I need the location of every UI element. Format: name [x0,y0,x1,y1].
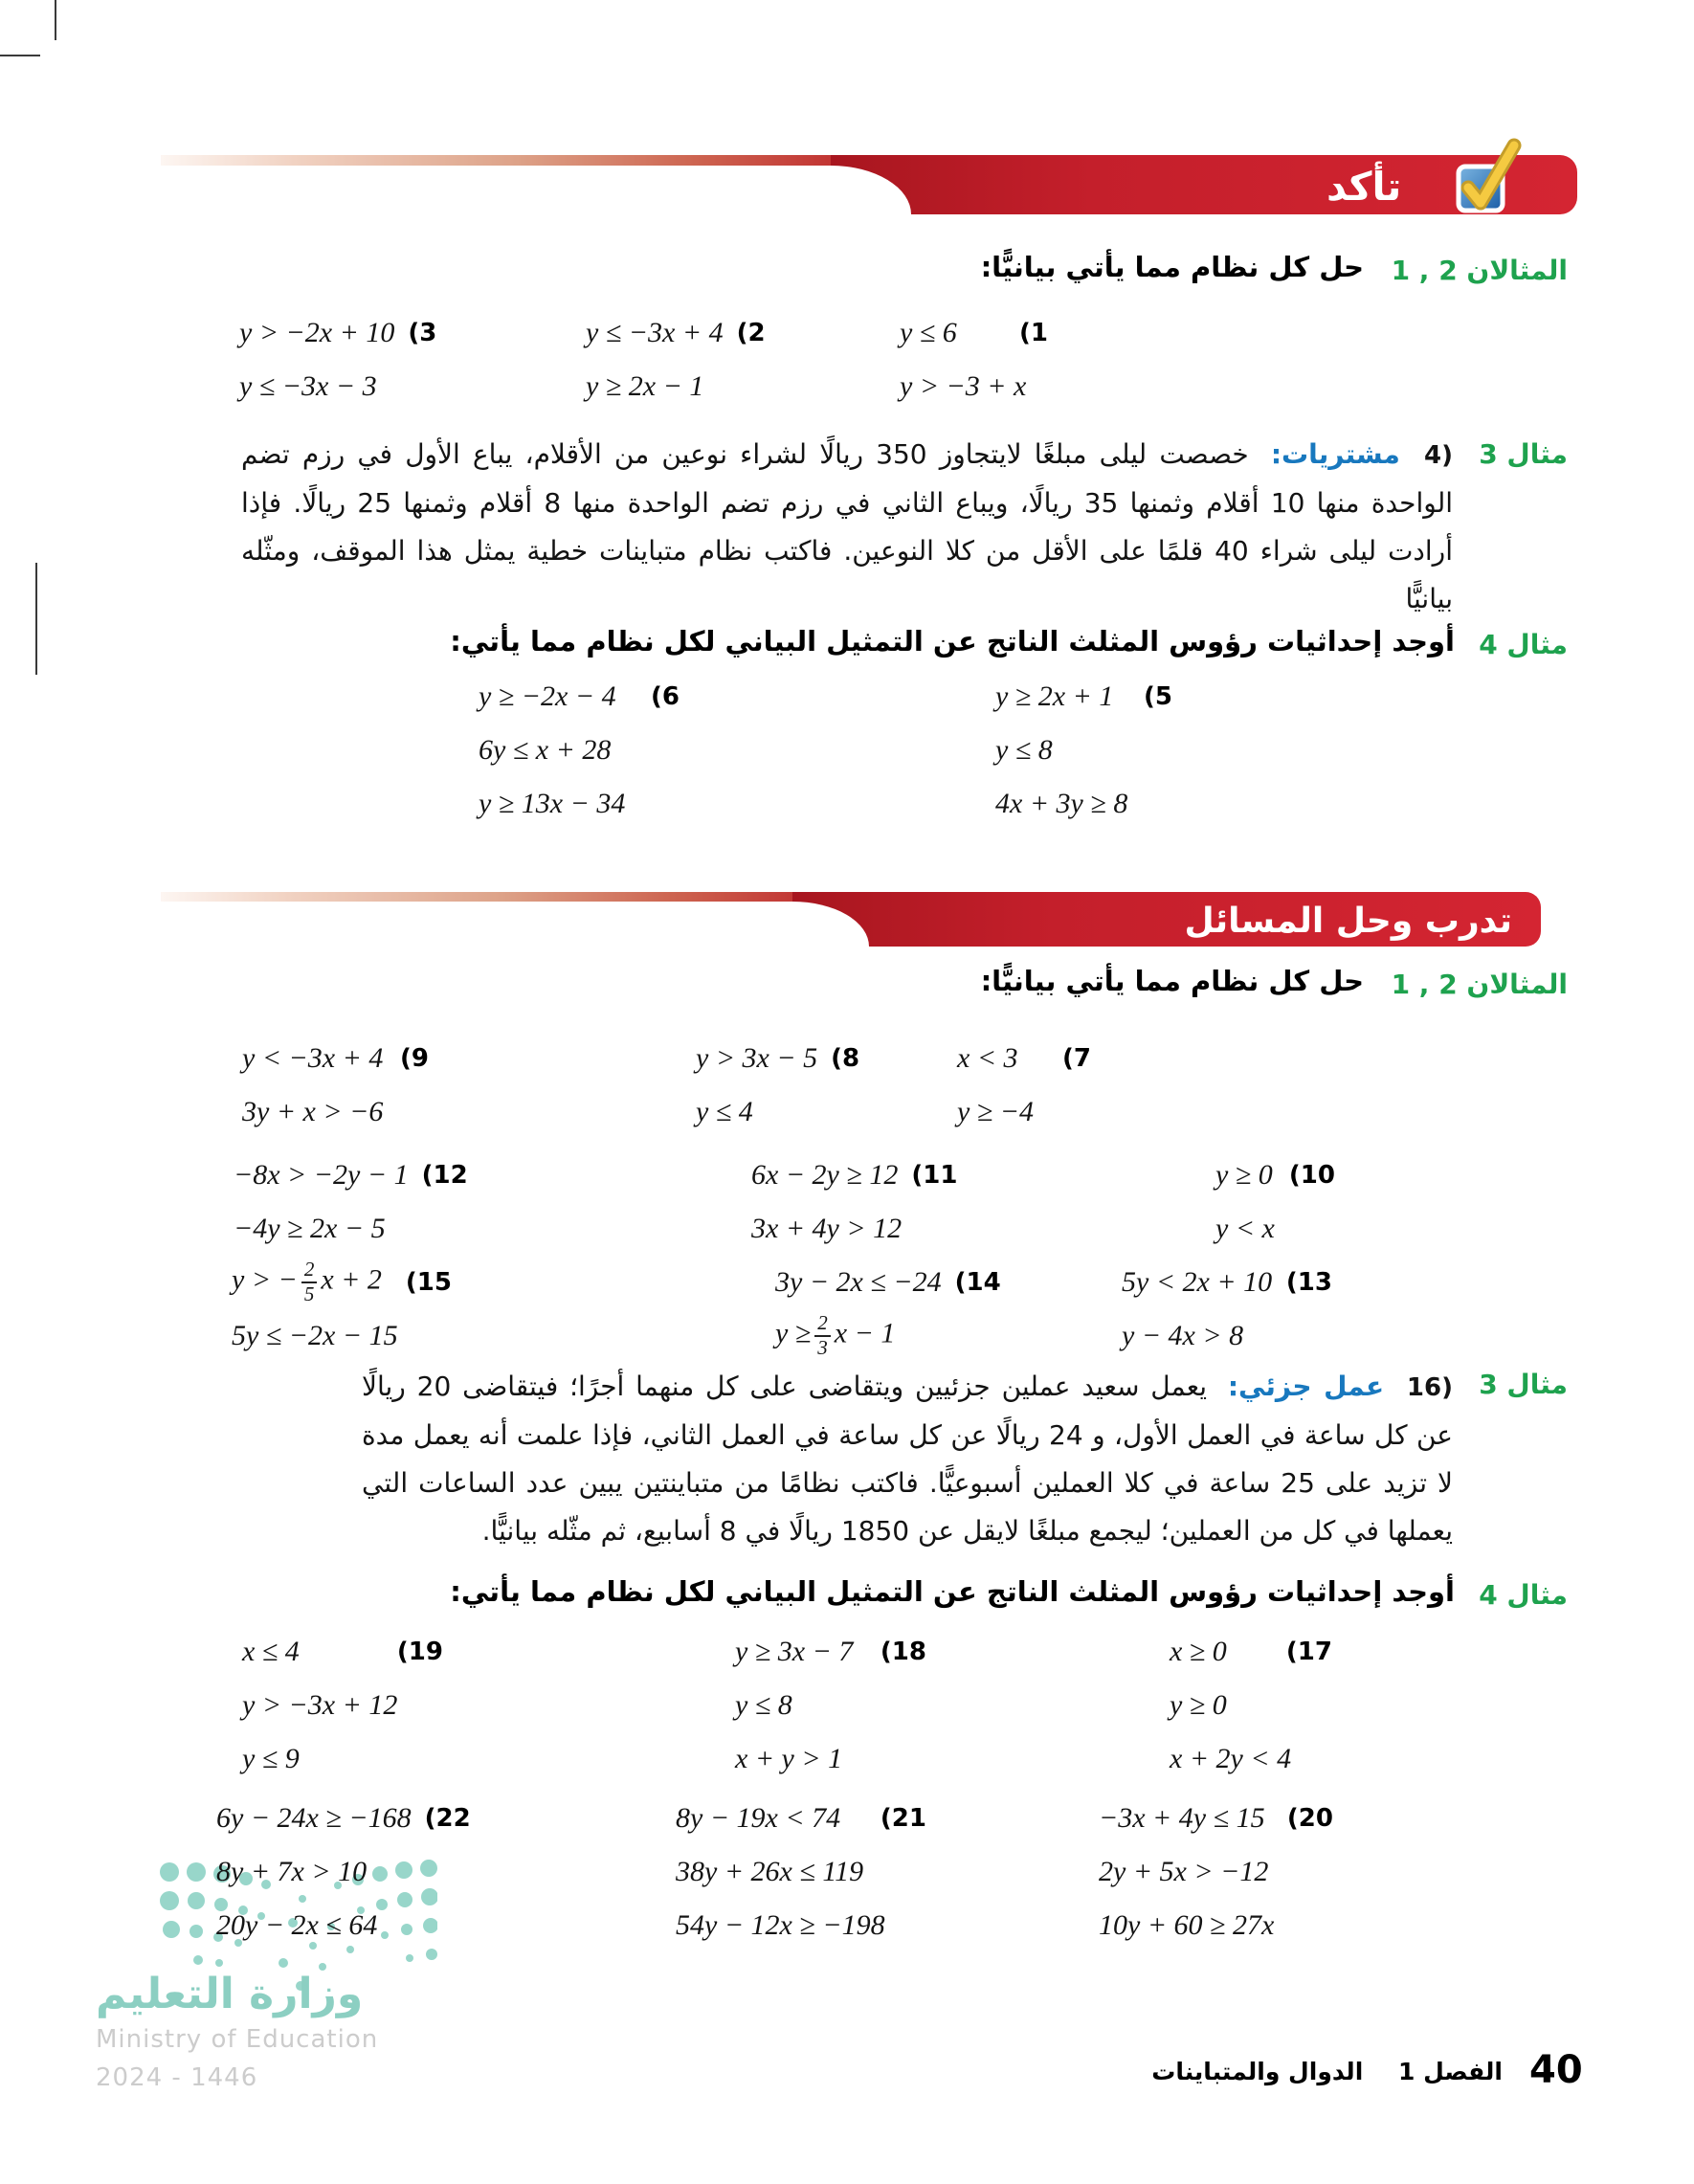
equation-line [775,1256,1001,1309]
equation-line [586,360,739,413]
equation-line [586,306,766,360]
banner-practice-title: تدرب وحل المسائل [1184,902,1512,941]
problem-10 [1215,1148,1335,1256]
problem-14 [775,1256,1001,1363]
problem-17 [1170,1625,1332,1786]
equation: y ≥ −2x − 4 [479,680,616,712]
banner-practice-gradient-tail [161,892,871,902]
problem-9 [242,1032,429,1139]
equation: y > − $\frac{2}{5}$ x + 2 [232,1258,382,1305]
problem-number: (5 [1144,682,1172,711]
equation-line [696,1032,860,1085]
equation-line [242,1732,443,1786]
example-4-label: مثال 4 [1479,629,1568,660]
banner-check-title: تأكد [1326,164,1402,210]
problem-number: (10 [1288,1161,1335,1190]
problem-number: (18 [880,1638,926,1666]
equation-line [1215,1148,1335,1202]
problem-number: (21 [880,1804,926,1833]
equation-line [216,1899,444,1952]
equation-line [242,1625,443,1679]
equation: y > −3 + x [900,370,1027,402]
equation: 8y − 19x < 74 [676,1802,841,1834]
equation-line [234,1148,468,1202]
equation: y ≥ 2x + 1 [995,680,1114,712]
problem-4 [241,431,1453,623]
equation-line [479,670,680,724]
equation: 20y − 2x ≤ 64 [216,1909,378,1941]
problem-number: (17 [1285,1638,1332,1666]
problem-number: (1 [1019,319,1048,347]
equation-line [676,1899,926,1952]
equation-line [1215,1202,1335,1256]
solve-instruction-practice: حل كل نظام مما يأتي بيانيًّا: [980,965,1364,997]
equation-line [735,1679,926,1732]
crop-mark-left [35,563,37,675]
equation: 5y < 2x + 10 [1122,1266,1273,1298]
chapter-title: الدوال والمتباينات [1151,2058,1364,2085]
problem-number: 16) [1406,1373,1453,1402]
equation: y > −2x + 10 [239,317,395,348]
equation-line [775,1309,938,1363]
equation-line [479,724,680,777]
equation-line [1122,1309,1332,1363]
problem-13 [1122,1256,1332,1363]
equation: y ≤ 4 [696,1096,753,1127]
vertices-instruction-practice: أوجد إحداثيات رؤوس المثلث الناتج عن التمثيل البياني لكل نظام مما يأتي: [450,1575,1455,1608]
chapter-footer [1151,2058,1503,2085]
equation: y ≥ $\frac{2}{3}$ x − 1 [775,1311,896,1359]
equation-line [995,777,1172,831]
equation-line [676,1792,926,1845]
equation: 38y + 26x ≤ 119 [676,1856,864,1887]
equation: x < 3 [957,1042,1018,1074]
equation: 3y + x > −6 [242,1096,384,1127]
problem-number: (15 [405,1268,452,1297]
problem-16 [362,1363,1453,1555]
problem-keyword: عمل جزئي: [1227,1371,1385,1402]
problem-22 [216,1792,471,1952]
equation: y ≤ 6 [900,317,957,348]
equation: y ≤ −3x + 4 [586,317,724,348]
problem-number: (3 [408,319,437,347]
equation: y < x [1215,1213,1275,1244]
problem-2 [586,306,766,413]
problem-number: (20 [1286,1804,1333,1833]
equation: x + 2y < 4 [1170,1743,1292,1774]
crop-mark-top [55,0,56,40]
problem-number: (13 [1285,1268,1332,1297]
crop-mark-corner [0,55,40,56]
equation: y ≥ −4 [957,1096,1035,1127]
vertices-instruction-check: أوجد إحداثيات رؤوس المثلث الناتج عن التمثيل البياني لكل نظام مما يأتي: [450,625,1455,657]
equation: 54y − 12x ≥ −198 [676,1909,885,1941]
equation-line [232,1309,452,1363]
equation: y < −3x + 4 [242,1042,384,1074]
problem-21 [676,1792,926,1952]
equation: 4x + 3y ≥ 8 [995,788,1128,819]
equation-line [1170,1679,1332,1732]
equation: 3x + 4y > 12 [751,1213,903,1244]
example-3-label: مثال 3 [1479,1369,1568,1400]
problem-number: (11 [911,1161,958,1190]
equation-line [751,1148,958,1202]
equation-line [1099,1792,1333,1845]
equation-line [957,1032,1091,1085]
equation: 10y + 60 ≥ 27x [1099,1909,1275,1941]
equation-line [1099,1899,1333,1952]
edition-year: 2024 - 1446 [96,2063,258,2092]
equation: 6y ≤ x + 28 [479,734,612,766]
equation: 5y ≤ −2x − 15 [232,1320,398,1351]
examples-1-2-label: المثالان 2 , 1 [1391,255,1568,286]
problem-number: (19 [396,1638,443,1666]
problem-11 [751,1148,958,1256]
equation: x ≤ 4 [242,1636,300,1667]
equation-line [751,1202,919,1256]
fraction: $\frac{2}{3}$ [814,1312,831,1359]
equation-line [995,724,1172,777]
equation: 6x − 2y ≥ 12 [751,1159,899,1191]
problem-number: (6 [651,682,680,711]
equation: y > −3x + 12 [242,1689,398,1721]
ministry-wordmark-english: Ministry of Education [96,2025,379,2054]
problem-19 [242,1625,443,1786]
equation: 2y + 5x > −12 [1099,1856,1269,1887]
examples-1-2-label: المثالان 2 , 1 [1391,969,1568,1000]
equation-line [1170,1732,1332,1786]
equation: −4y ≥ 2x − 5 [234,1213,386,1244]
example-4-label: مثال 4 [1479,1579,1568,1611]
equation: −8x > −2y − 1 [234,1159,409,1191]
equation: y ≤ −3x − 3 [239,370,377,402]
problem-5 [995,670,1172,831]
problem-6 [479,670,680,831]
problem-text: خصصت ليلى مبلغًا لايتجاوز 350 ريالًا لشراء نوعين من الأقلام، يباع الأول في رزم تضم الواحدة منها 10 أقلام وثمنها 35 ريالًا، ويباع الثاني في رزم تضم الواحدة منها 8 أقلام وثمنها 25 ريالًا. فإذا أرادت ليلى شراء 40 قلمًا على الأقل من كلا النوعين. فاكتب نظام متباينات خطية يمثل هذا الموقف، ومثّله بيانيًّا [241,438,1454,614]
problem-number: (8 [831,1044,860,1073]
equation: y ≤ 8 [995,734,1053,766]
problem-3 [239,306,437,413]
problem-number: (22 [424,1804,471,1833]
equation: y ≥ 2x − 1 [586,370,704,402]
problem-15 [232,1256,452,1363]
problem-number: (14 [954,1268,1001,1297]
chapter-label: الفصل 1 [1397,2058,1503,2085]
banner-check-gradient-tail [161,155,903,166]
equation-line [696,1085,825,1139]
problem-text: يعمل سعيد عملين جزئيين ويتقاضى على كل منهما أجرًا؛ فيتقاضى 20 ريالًا عن كل ساعة في العمل الأول، و 24 ريالًا عن كل ساعة في العمل الثاني، فإذا علمت أنه يعمل مدة لا تزيد على 25 ساعة في كلا العملين أسبوعيًّا. فاكتب نظامًا من متباينتين يبين عدد الساعات التي يعملها في كل من العملين؛ ليجمع مبلغًا لايقل عن 1850 ريالًا في 8 أسابيع، ثم مثّله بيانيًّا. [362,1371,1453,1547]
problem-number: (12 [421,1161,468,1190]
equation-line [1099,1845,1333,1899]
problem-12 [234,1148,468,1256]
equation-line [479,777,680,831]
equation: y ≥ 0 [1170,1689,1227,1721]
problem-1 [900,306,1048,413]
problem-keyword: مشتريات: [1270,438,1400,470]
equation-line [957,1085,1091,1139]
equation-line [216,1792,471,1845]
equation: 3y − 2x ≤ −24 [775,1266,942,1298]
problem-18 [735,1625,926,1786]
problem-8 [696,1032,860,1139]
problem-number: (9 [400,1044,429,1073]
problem-number: (7 [1062,1044,1091,1073]
equation-line [242,1032,429,1085]
equation-line [239,360,416,413]
equation: y − 4x > 8 [1122,1320,1244,1351]
equation: x ≥ 0 [1170,1636,1227,1667]
equation: y ≥ 13x − 34 [479,788,626,819]
equation-line [242,1679,443,1732]
equation-line [234,1202,442,1256]
problem-number: 4) [1424,441,1454,470]
equation-line [900,306,1048,360]
equation-line [735,1625,926,1679]
equation-line [735,1732,926,1786]
problem-7 [957,1032,1091,1139]
equation-line [216,1845,444,1899]
equation: −3x + 4y ≤ 15 [1099,1802,1265,1834]
problem-20 [1099,1792,1333,1952]
example-3-label: مثال 3 [1479,438,1568,470]
equation-line [232,1256,452,1309]
solve-instruction-check: حل كل نظام مما يأتي بيانيًّا: [980,251,1364,283]
equation: y > 3x − 5 [696,1042,818,1074]
equation: 8y + 7x > 10 [216,1856,368,1887]
equation-line [1122,1256,1332,1309]
equation-line [676,1845,926,1899]
equation-line [242,1085,429,1139]
checkbox-checkmark-icon [1443,130,1524,218]
equation: x + y > 1 [735,1743,843,1774]
equation-line [995,670,1172,724]
equation: y ≥ 0 [1215,1159,1273,1191]
equation: y ≥ 3x − 7 [735,1636,854,1667]
problem-number: (2 [736,319,766,347]
equation: y ≤ 8 [735,1689,792,1721]
page-number: 40 [1529,2048,1583,2092]
ministry-wordmark-arabic: وزارة التعليم [96,1970,364,2018]
equation-line [900,360,1048,413]
equation-line [239,306,437,360]
equation: 6y − 24x ≥ −168 [216,1802,412,1834]
fraction: $\frac{2}{5}$ [301,1259,318,1305]
equation: y ≤ 9 [242,1743,300,1774]
equation-line [1170,1625,1332,1679]
